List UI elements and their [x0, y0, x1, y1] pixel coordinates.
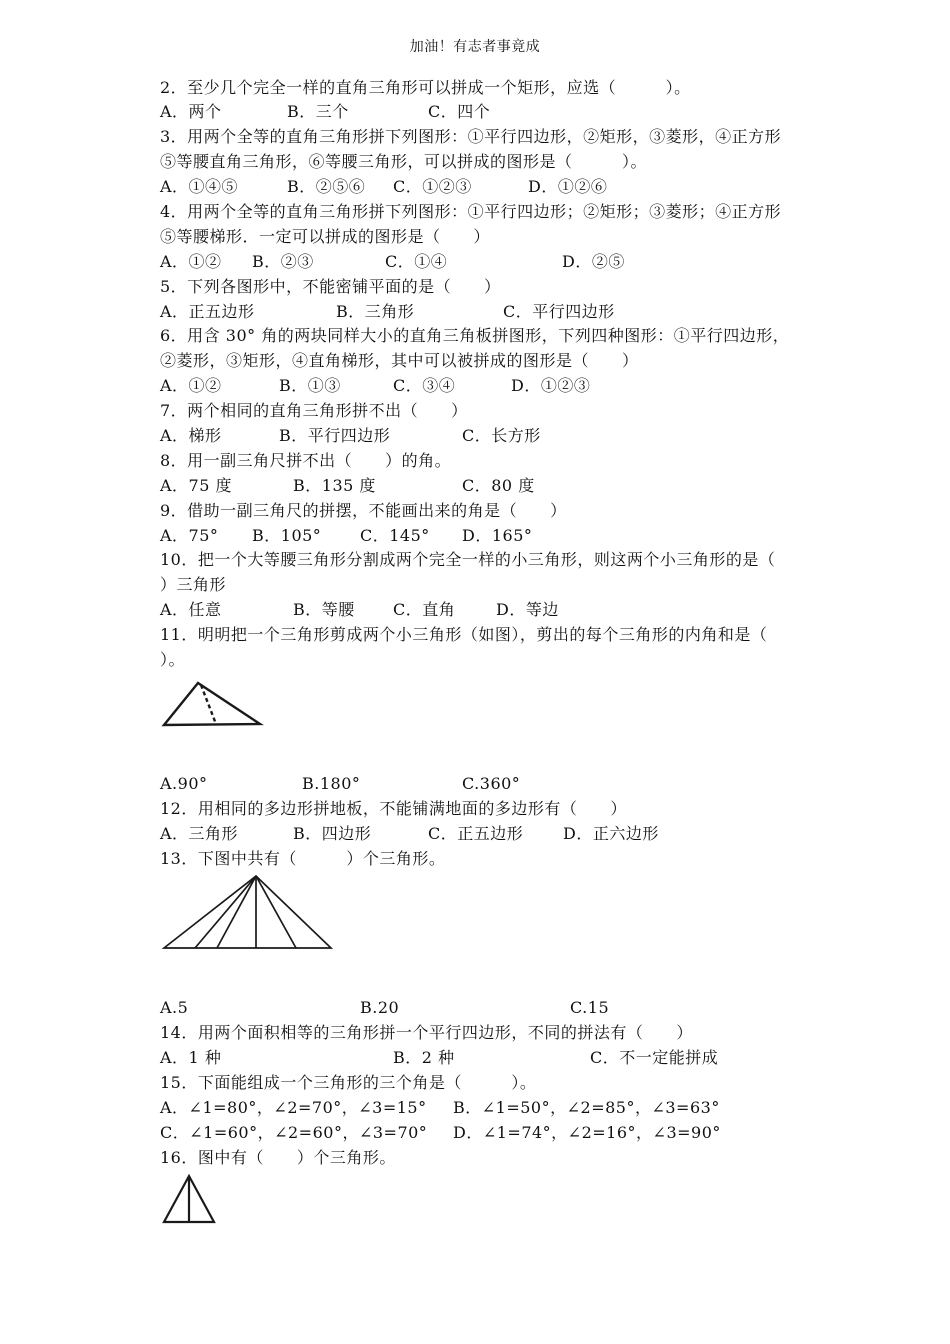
question-6-stem-line-2: ②菱形，③矩形，④直角梯形，其中可以被拼成的图形是（ ）: [160, 351, 639, 371]
question-14-option-c: C．不一定能拼成: [590, 1048, 719, 1067]
question-7-stem: 7．两个相同的直角三角形拼不出（ ）: [160, 401, 468, 421]
question-14-stem: 14．用两个面积相等的三角形拼一个平行四边形，不同的拼法有（ ）: [160, 1023, 693, 1043]
question-2-option-a: A．两个: [160, 102, 222, 122]
question-15-stem: 15．下面能组成一个三角形的三个角是（ ）。: [160, 1072, 537, 1092]
question-6-option-c: C．③④: [393, 376, 456, 396]
question-3-option-c: C．①②③: [393, 177, 472, 197]
fan-triangle-diagram: [160, 874, 336, 952]
question-4-stem-line-2: ⑤等腰梯形．一定可以拼成的图形是（ ）: [160, 226, 491, 246]
question-13-stem: 13．下图中共有（ ）个三角形。: [160, 848, 446, 868]
question-9-option-d: D．165°: [462, 525, 533, 545]
question-3-stem-line-1: 3．用两个全等的直角三角形拼下列图形：①平行四边形，②矩形，③菱形，④正方形: [160, 127, 782, 147]
split-triangle-diagram: [160, 1174, 220, 1226]
question-4-option-d: D．②⑤: [562, 251, 625, 271]
question-5-option-c: C．平行四边形: [503, 301, 615, 321]
question-8-options: [0, 474, 950, 499]
question-8-stem: 8．用一副三角尺拼不出（ ）的角。: [160, 450, 452, 470]
question-6-option-b: B．①③: [279, 376, 341, 396]
question-12-option-b: B．四边形: [293, 824, 372, 844]
apex-line-4: [256, 876, 296, 948]
question-3-options: [0, 175, 950, 200]
question-list: [0, 76, 950, 1241]
question-9-option-a: A．75°: [160, 525, 219, 545]
question-7-option-c: C．长方形: [462, 425, 541, 445]
question-10-option-b: B．等腰: [293, 600, 355, 620]
question-12-option-c: C．正五边形: [428, 824, 524, 844]
question-6-option-d: D．①②③: [511, 376, 591, 396]
question-10-option-a: A．任意: [160, 600, 222, 620]
question-14-options: [0, 1046, 950, 1071]
question-8-option-a: A．75 度: [160, 475, 233, 495]
question-11-figure: [0, 673, 950, 772]
page-header-motto: 加油！有志者事竟成: [409, 39, 541, 55]
question-4-option-a: A．①②: [160, 251, 222, 271]
question-13-options: [0, 996, 950, 1021]
question-14-option-a: A．1 种: [160, 1048, 222, 1067]
question-15-options-row-2: [0, 1121, 950, 1146]
triangle-outline: [164, 683, 260, 725]
question-4-option-c: C．①④: [385, 251, 448, 271]
question-8-option-b: B．135 度: [293, 475, 376, 495]
question-8-option-c: C．80 度: [462, 475, 535, 495]
question-2-stem: 2．至少几个完全一样的直角三角形可以拼成一个矩形，应选（ ）。: [160, 77, 691, 97]
question-13-figure: [0, 872, 950, 996]
question-15-options-row-1: [0, 1096, 950, 1121]
question-16-stem: 16．图中有（ ）个三角形。: [160, 1147, 396, 1167]
question-16-figure: [0, 1170, 950, 1240]
question-15-option-a: A．∠1=80°，∠2=70°，∠3=15°: [160, 1097, 427, 1117]
question-5-option-b: B．三角形: [336, 301, 415, 321]
question-4-options: [0, 250, 950, 275]
question-7-option-a: A．梯形: [160, 425, 222, 445]
question-10-option-d: D．等边: [496, 600, 559, 620]
question-11-option-b: B.180°: [302, 774, 361, 794]
question-11-stem-line-2: ）。: [160, 649, 186, 669]
question-9-option-b: B．105°: [252, 525, 322, 545]
question-11-options: [0, 772, 950, 797]
question-15-option-d: D．∠1=74°，∠2=16°，∠3=90°: [453, 1122, 721, 1142]
question-10-stem-line-1: 10．把一个大等腰三角形分割成两个完全一样的小三角形，则这两个小三角形的是（: [160, 550, 776, 570]
question-5-options: [0, 300, 950, 325]
question-14-option-b: B．2 种: [393, 1048, 455, 1067]
question-6-options: [0, 374, 950, 399]
question-3-option-d: D．①②⑥: [528, 177, 608, 197]
question-11-option-a: A.90°: [160, 774, 208, 794]
question-13-option-b: B.20: [360, 998, 400, 1018]
question-12-stem: 12．用相同的多边形拼地板，不能铺满地面的多边形有（ ）: [160, 799, 627, 819]
cut-triangle-diagram: [160, 679, 266, 729]
question-7-option-b: B．平行四边形: [279, 425, 391, 445]
question-5-stem: 5．下列各图形中，不能密铺平面的是（ ）: [160, 276, 501, 296]
apex-line-1: [195, 876, 256, 948]
question-10-options: [0, 598, 950, 623]
apex-line-2: [217, 876, 256, 948]
question-12-option-d: D．正六边形: [563, 824, 659, 844]
question-5-option-a: A．正五边形: [160, 301, 255, 321]
question-6-option-a: A．①②: [160, 376, 222, 396]
question-9-options: [0, 524, 950, 549]
question-7-options: [0, 424, 950, 449]
question-13-option-c: C.15: [570, 998, 610, 1018]
question-3-option-b: B．②⑤⑥: [287, 177, 366, 197]
question-2-options: [0, 100, 950, 125]
question-2-option-c: C．四个: [428, 102, 491, 122]
question-15-option-c: C．∠1=60°，∠2=60°，∠3=70°: [160, 1122, 428, 1142]
question-4-option-b: B．②③: [252, 251, 314, 271]
question-3-option-a: A．①④⑤: [160, 177, 239, 197]
question-9-stem: 9．借助一副三角尺的拼摆，不能画出来的角是（ ）: [160, 500, 567, 520]
question-12-option-a: A．三角形: [160, 824, 239, 844]
question-13-option-a: A.5: [160, 998, 189, 1018]
question-10-stem-line-2: ）三角形: [160, 575, 227, 595]
question-12-options: [0, 822, 950, 847]
question-3-stem-line-2: ⑤等腰直角三角形，⑥等腰三角形，可以拼成的图形是（ ）。: [160, 152, 648, 172]
question-11-stem-line-1: 11．明明把一个三角形剪成两个小三角形（如图），剪出的每个三角形的内角和是（: [160, 625, 768, 645]
question-6-stem-line-1: 6．用含 30° 角的两块同样大小的直角三角板拼图形，下列四种图形：①平行四边形，: [160, 326, 790, 346]
question-15-option-b: B．∠1=50°，∠2=85°，∠3=63°: [453, 1097, 720, 1117]
question-10-option-c: C．直角: [393, 600, 456, 620]
question-4-stem-line-1: 4．用两个全等的直角三角形拼下列图形：①平行四边形；②矩形；③菱形；④正方形: [160, 201, 782, 221]
question-9-option-c: C．145°: [360, 525, 430, 545]
question-2-option-b: B．三个: [287, 102, 349, 122]
question-11-option-c: C.360°: [462, 774, 521, 794]
